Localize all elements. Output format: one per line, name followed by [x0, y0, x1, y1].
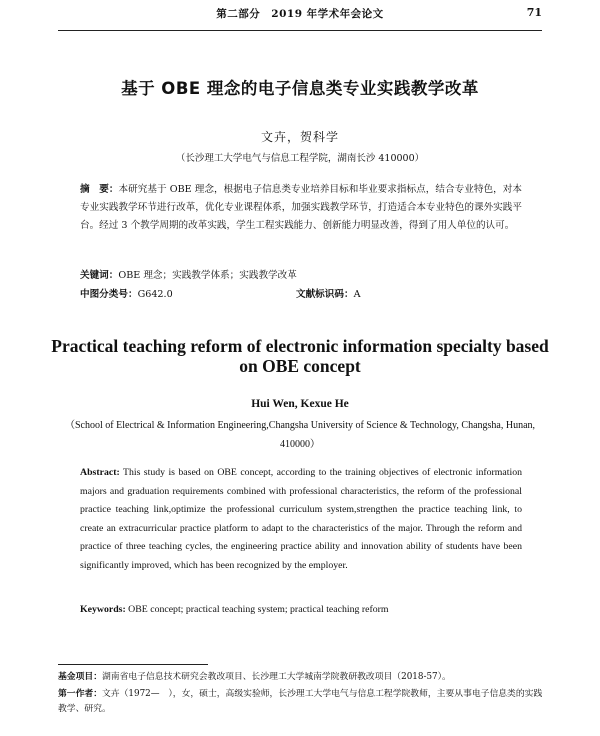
english-affiliation: （School of Electrical & Information Engineering,Changsha University of Science & Technology, Changsha, Hunan, 410000）: [64, 420, 536, 450]
document-code: [296, 286, 361, 300]
footnote-fund-text: 湖南省电子信息技术研究会教改项目、长沙理工大学城南学院教研教改项目（2018-57）。: [102, 672, 451, 682]
header-rule: [58, 30, 542, 31]
document-code-value: A: [353, 289, 361, 300]
footnote-fund: [58, 670, 548, 685]
chinese-abstract: [80, 181, 522, 235]
chinese-abstract-text: 本研究基于 OBE 理念，根据电子信息类专业培养目标和毕业要求指标点，结合专业特色，对本专业实践教学环节进行改革，优化专业课程体系，加强实践教学环节，打造适合本专业特色的课外实践平台。经过 3 个教学周期的改革实践，学生工程实践能力、创新能力明显改善，得到了用人单位的认可。: [80, 184, 522, 231]
english-abstract: [80, 464, 522, 575]
running-title: 第二部分 2019 年学术年会论文: [216, 8, 384, 20]
classification-label: 中图分类号：: [80, 289, 138, 300]
english-keywords: [80, 604, 389, 615]
english-keywords-text: OBE concept; practical teaching system; practical teaching reform: [128, 604, 389, 615]
footnote-fund-label: 基金项目：: [58, 672, 102, 682]
footnote-rule: [58, 664, 208, 665]
chinese-abstract-label: 摘 要：: [80, 184, 119, 195]
chinese-keywords: [80, 267, 297, 281]
english-title: Practical teaching reform of electronic information specialty based on OBE concept: [51, 336, 549, 376]
english-keywords-label: Keywords:: [80, 604, 126, 615]
classification-value: G642.0: [137, 289, 173, 300]
document-code-label: 文献标识码：: [296, 289, 354, 300]
running-header: [0, 6, 600, 26]
chinese-authors: 文卉，贺科学: [260, 130, 339, 144]
chinese-keywords-label: 关键词：: [80, 270, 119, 281]
english-authors: Hui Wen, Kexue He: [251, 398, 349, 410]
chinese-affiliation: （长沙理工大学电气与信息工程学院，湖南长沙 410000）: [175, 153, 425, 164]
english-abstract-label: Abstract:: [80, 467, 120, 478]
footnote-author: [58, 687, 548, 717]
english-abstract-text: This study is based on OBE concept, according to the training objectives of electronic information majors and graduation requirements combined with professional characteristics, the reform of the professional practice teaching link,optimize the professional curriculum system,strengthen the practice teaching link, to create an extracurricular practice platform to adapt to the characteristics of the major. Through the reform and practice of three teaching cycles, the engineering practice ability and innovation ability of students have been significantly improved, which has been recognized by the employer.: [80, 467, 523, 571]
footnote-author-text: 文卉（1972— ），女，硕士，高级实验师，长沙理工大学电气与信息工程学院教师，主要从事电子信息类的实践教学、研究。: [58, 689, 543, 714]
chinese-title: 基于 OBE 理念的电子信息类专业实践教学改革: [121, 79, 479, 98]
classification-number: [80, 286, 173, 300]
page-number: 71: [526, 6, 542, 19]
chinese-keywords-text: OBE 理念；实践教学体系；实践教学改革: [118, 270, 297, 281]
footnote-author-label: 第一作者：: [58, 689, 102, 699]
